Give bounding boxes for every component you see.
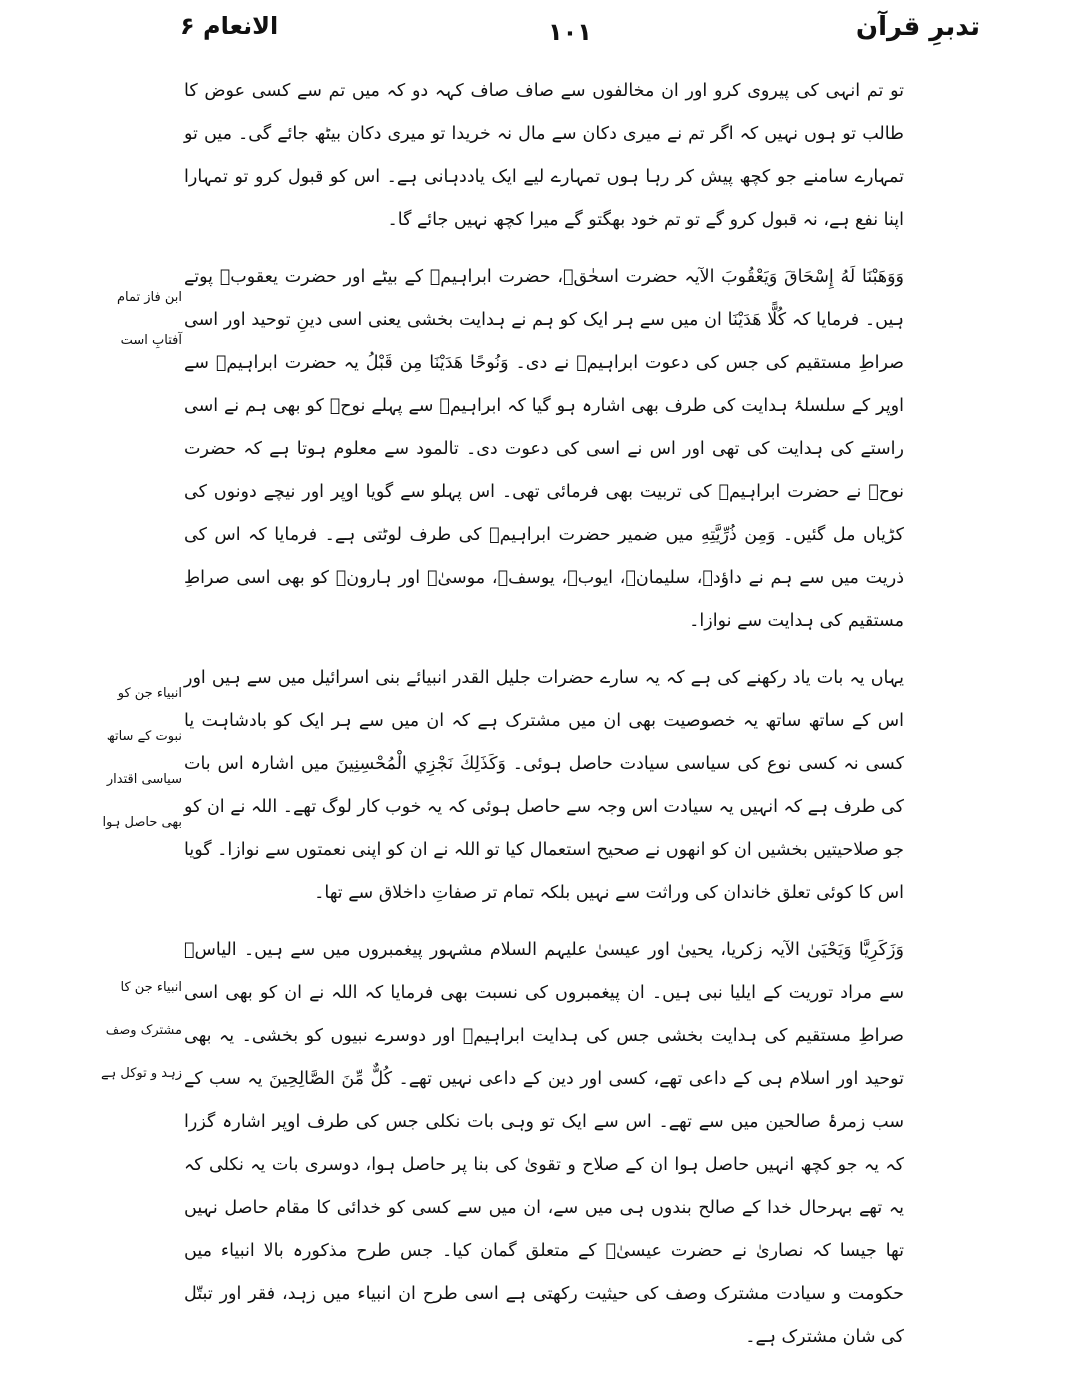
body-text <box>184 70 904 1359</box>
page-number: ١٠١ <box>548 18 592 46</box>
page-header <box>180 12 980 52</box>
margin-note-line: آفتابِ است <box>120 333 182 348</box>
margin-note-3 <box>96 966 182 1095</box>
paragraph-4: وَزَكَرِيَّا وَيَحْيَىٰ الآیہ زکریا، یحییٰ اور عیسیٰ علیہم السلام مشہور پیغمبروں میں سے ہیں۔ الیاسؑ سے مراد توریت کے ایلیا نبی ہیں۔ ان پیغمبروں کی نسبت بھی فرمایا کہ اللہ نے ان کو بھی اسی صراطِ مستقیم کی ہدایت بخشی جس کی ہدایت ابراہیمؑ اور دوسرے نبیوں کو بخشی۔ یہ بھی توحید اور اسلام ہی کے داعی تھے، کسی اور دین کے داعی نہیں تھے۔ كُلٌّ مِّنَ الصَّالِحِينَ یہ سب کے سب زمرۂ صالحین میں سے تھے۔ اس سے ایک تو وہی بات نکلی جس کی طرف اوپر اشارہ گزرا کہ یہ جو کچھ انہیں حاصل ہوا ان کے صلاح و تقویٰ کی بنا پر حاصل ہوا، دوسری بات یہ نکلی کہ یہ تھے بہرحال خدا کے صالح بندوں ہی میں سے، ان میں سے کسی کو خدائی کا مقام حاصل نہیں تھا جیسا کہ نصاریٰ نے حضرت عیسیٰؑ کے متعلق گمان کیا۔ جس طرح مذکورہ بالا انبیاء میں حکومت و سیادت مشترک وصف کی حیثیت رکھتی ہے اسی طرح ان انبیاء میں زہد، فقر اور تبتّل کی شان مشترک ہے۔ <box>184 940 904 1347</box>
paragraph-1: تو تم انہی کی پیروی کرو اور ان مخالفوں سے صاف صاف کہہ دو کہ میں تم سے کسی عوض کا طالب تو ہوں نہیں کہ اگر تم نے میری دکان سے مال نہ خریدا تو میری دکان بیٹھ جائے گی۔ میں تو تمہارے سامنے جو کچھ پیش کر رہا ہوں تمہارے لیے ایک یاددہانی ہے۔ اس کو قبول کرو تو تمہارا اپنا نفع ہے، نہ قبول کرو گے تو تم خود بھگتو گے میرا کچھ نہیں جائے گا۔ <box>184 81 904 230</box>
margin-note-line: انبیاء جن کا <box>120 980 182 995</box>
margin-note-1 <box>96 276 182 362</box>
book-title: تدبرِ قرآن <box>855 12 980 42</box>
margin-note-line: نبوت کے ساتھ <box>106 729 182 744</box>
margin-note-2 <box>96 672 182 844</box>
margin-note-line: مشترک وصف <box>105 1023 182 1038</box>
paragraph-3: یہاں یہ بات یاد رکھنے کی ہے کہ یہ سارے حضرات جلیل القدر انبیائے بنی اسرائیل میں سے ہیں اور اس کے ساتھ ساتھ یہ خصوصیت بھی ان میں مشترک ہے کہ ان میں سے ہر ایک کو بادشاہت یا کسی نہ کسی نوع کی سیاسی سیادت حاصل ہوئی۔ وَكَذَلِكَ نَجْزِي الْمُحْسِنِينَ میں اشارہ اس بات کی طرف ہے کہ انہیں یہ سیادت اس وجہ سے حاصل ہوئی کہ یہ خوب کار لوگ تھے۔ اللہ نے ان کو جو صلاحیتیں بخشیں ان کو انھوں نے صحیح استعمال کیا تو اللہ نے ان کو اپنی نعمتوں سے نوازا۔ گویا اس کا کوئی تعلق خاندان کی وراثت سے نہیں بلکہ تمام تر صفاتِ داخلاق سے تھا۔ <box>184 668 904 903</box>
margin-note-line: ابن فاز تمام <box>117 290 182 305</box>
margin-note-line: زہد و توکل ہے <box>101 1066 182 1081</box>
margin-note-line: بھی حاصل ہوا <box>102 815 182 830</box>
margin-note-line: سیاسی اقتدار <box>106 772 182 787</box>
paragraph-2: وَوَهَبْنَا لَهُ إِسْحَاقَ وَيَعْقُوبَ الآیہ حضرت اسحٰقؑ، حضرت ابراہیمؑ کے بیٹے اور حضرت یعقوبؑ پوتے ہیں۔ فرمایا کہ كُلًّا هَدَيْنَا ان میں سے ہر ایک کو ہم نے ہدایت بخشی یعنی اسی دینِ توحید اور اسی صراطِ مستقیم کی جس کی دعوت ابراہیمؑ نے دی۔ وَنُوحًا هَدَيْنَا مِن قَبْلُ یہ حضرت ابراہیمؑ سے اوپر کے سلسلۂ ہدایت کی طرف بھی اشارہ ہو گیا کہ ابراہیمؑ سے پہلے نوحؑ کو بھی ہم نے اسی راستے کی ہدایت کی تھی اور اس نے اسی کی دعوت دی۔ تالمود سے معلوم ہوتا ہے کہ حضرت نوحؑ نے حضرت ابراہیمؑ کی تربیت بھی فرمائی تھی۔ اس پہلو سے گویا اوپر اور نیچے دونوں کی کڑیاں مل گئیں۔ وَمِن ذُرِّيَّتِهِ میں ضمیر حضرت ابراہیمؑ کی طرف لوٹتی ہے۔ فرمایا کہ اس کی ذریت میں سے ہم نے داؤدؑ، سلیمانؑ، ایوبؑ، یوسفؑ، موسیٰؑ اور ہارونؑ کو بھی اسی صراطِ مستقیم کی ہدایت سے نوازا۔ <box>184 267 904 631</box>
surah-name: الانعام ۶ <box>180 12 279 40</box>
margin-note-line: انبیاء جن کو <box>117 686 182 701</box>
